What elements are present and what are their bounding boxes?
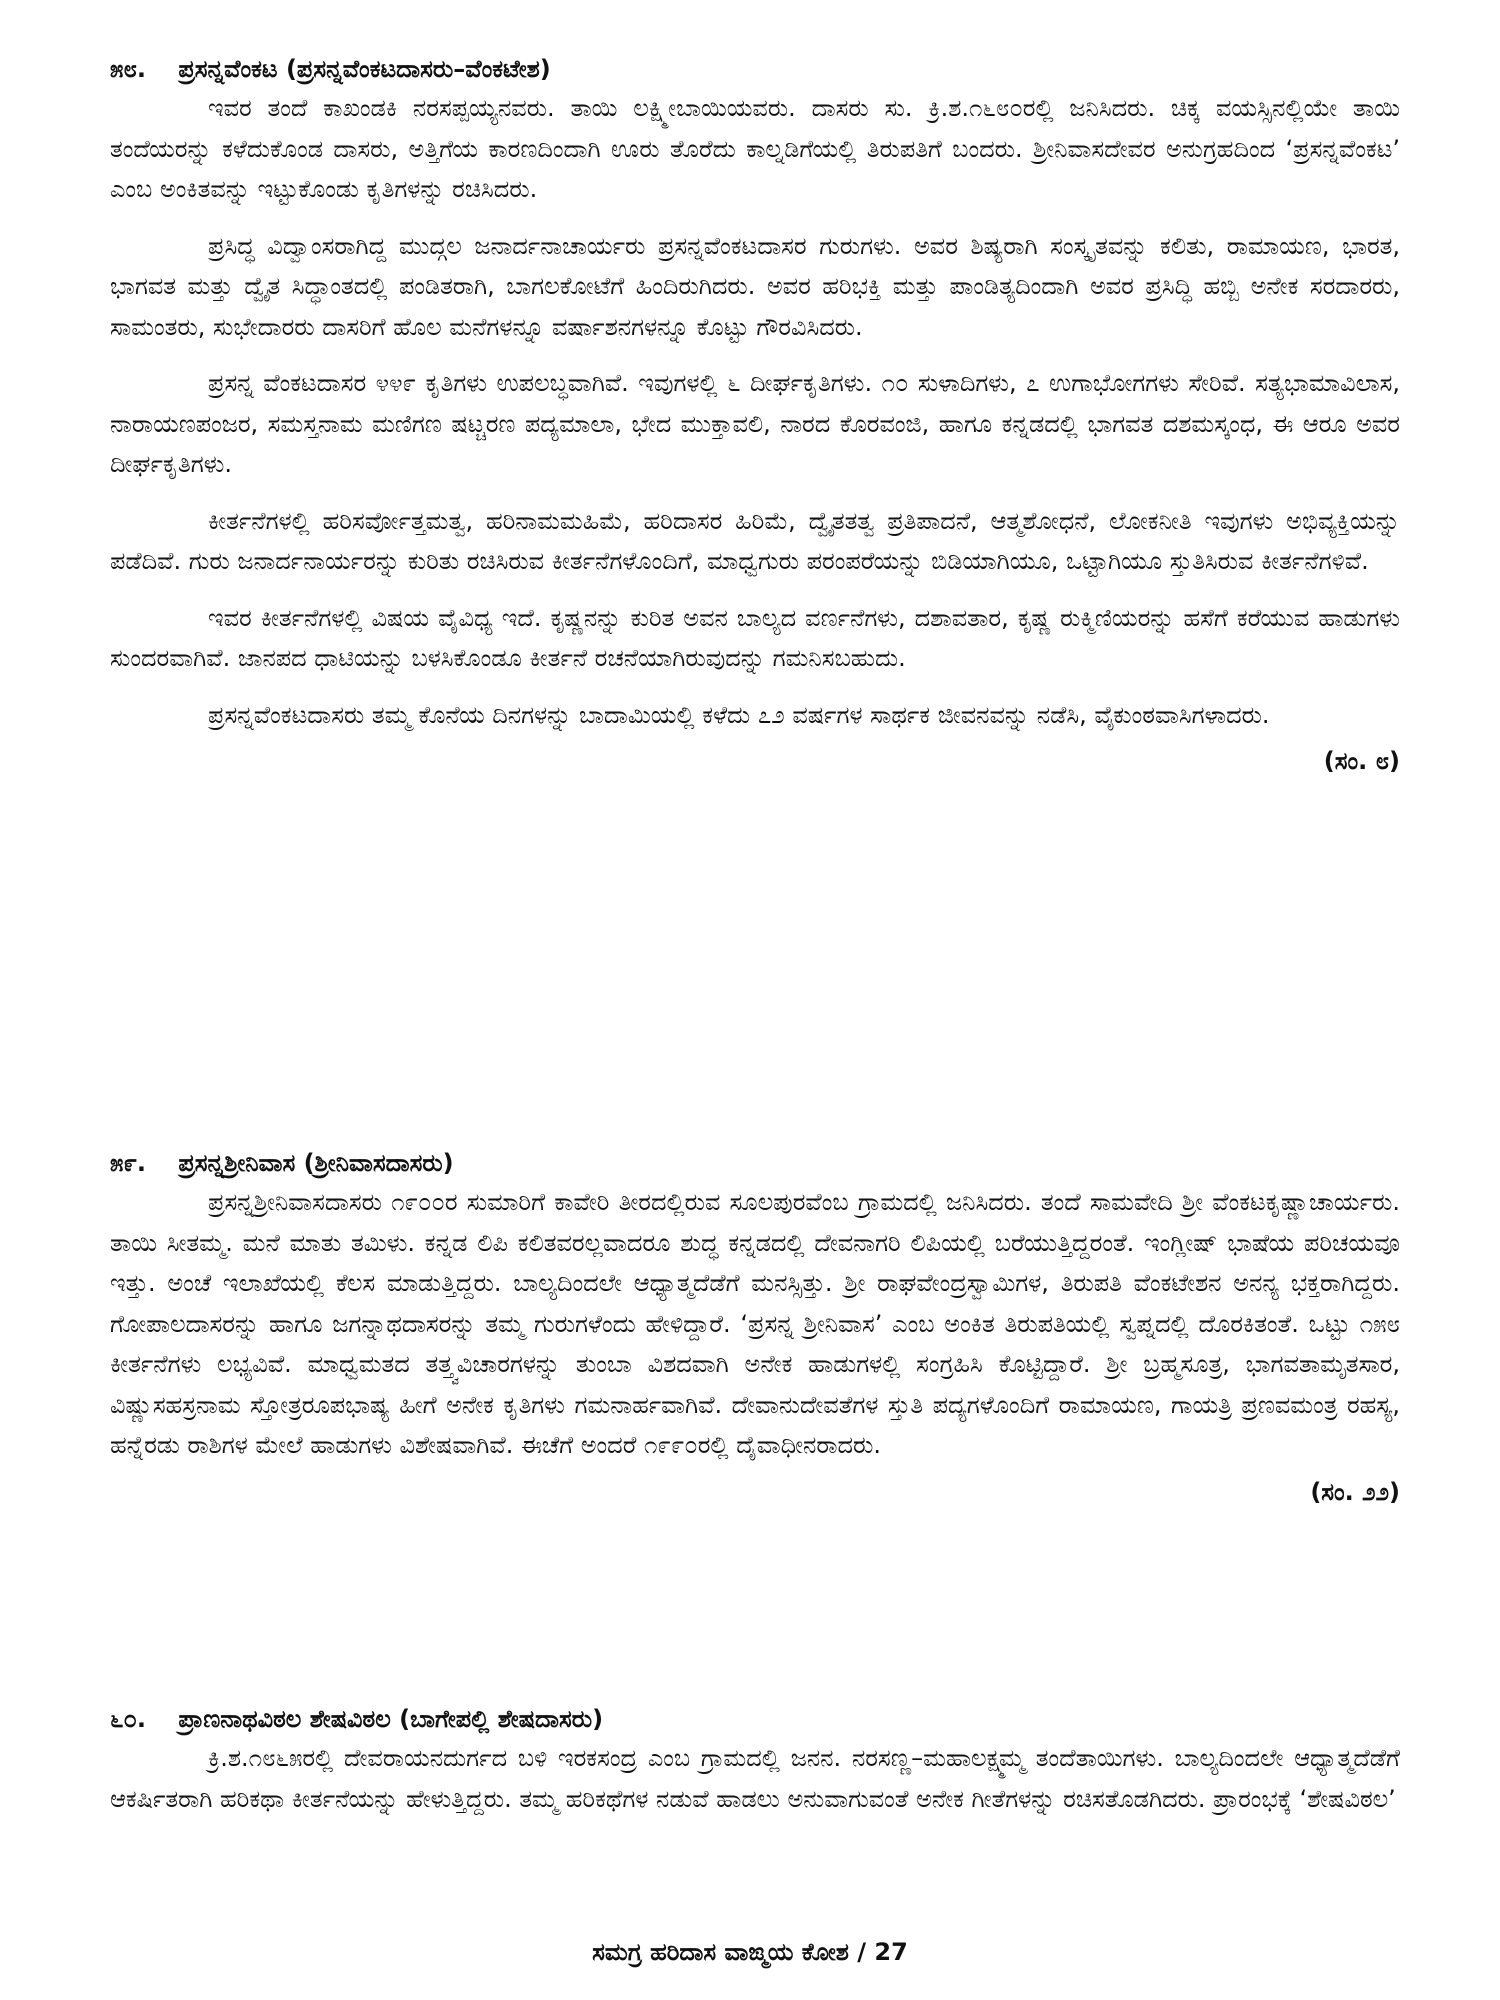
entry-title: ಪ್ರಸನ್ನಶ್ರೀನಿವಾಸ (ಶ್ರೀನಿವಾಸದಾಸರು): [178, 1149, 454, 1177]
footer-separator: /: [857, 1938, 867, 1966]
entry-number: ೫೯.: [110, 1149, 146, 1177]
entry-number: ೬೦.: [110, 1705, 146, 1733]
contributor-ref: (ಸಂ. ೮): [1323, 747, 1400, 775]
entry-title: ಪ್ರಸನ್ನವೆಂಕಟ (ಪ್ರಸನ್ನವೆಂಕಟದಾಸರು–ವೆಂಕಟೇಶ): [178, 55, 551, 83]
entry-number: ೫೮.: [110, 55, 146, 83]
entry-heading: [110, 50, 1400, 88]
paragraph: ಇವರ ಕೀರ್ತನೆಗಳಲ್ಲಿ ವಿಷಯ ವೈವಿಧ್ಯ ಇದೆ. ಕೃಷ್ಣನನ್ನು ಕುರಿತ ಅವನ ಬಾಲ್ಯದ ವರ್ಣನೆಗಳು, ದಶಾವತಾರ, ಕೃಷ್ಣ ರುಕ್ಮಿಣಿಯರನ್ನು ಹಸೆಗೆ ಕರೆಯುವ ಹಾಡುಗಳು ಸುಂದರವಾಗಿವೆ. ಜಾನಪದ ಧಾಟಿಯನ್ನು ಬಳಸಿಕೊಂಡೂ ಕೀರ್ತನೆ ರಚನೆಯಾಗಿರುವುದನ್ನು ಗಮನಿಸಬಹುದು.: [110, 603, 1400, 672]
paragraph: ಪ್ರಸನ್ನವೆಂಕಟದಾಸರು ತಮ್ಮ ಕೊನೆಯ ದಿನಗಳನ್ನು ಬಾದಾಮಿಯಲ್ಲಿ ಕಳೆದು ೭೨ ವರ್ಷಗಳ ಸಾರ್ಥಕ ಜೀವನವನ್ನು ನಡೆಸಿ, ವೈಕುಂಠವಾಸಿಗಳಾದರು.: [208, 700, 1270, 729]
entry-title: ಪ್ರಾಣನಾಥವಿಠಲ ಶೇಷವಿಠಲ (ಬಾಗೇಪಲ್ಲಿ ಶೇಷದಾಸರು): [178, 1705, 604, 1733]
book-title: ಸಮಗ್ರ ಹರಿದಾಸ ವಾಙ್ಮಯ ಕೋಶ: [592, 1938, 849, 1966]
entry-60: [110, 1700, 1400, 1825]
paragraph: ಕ್ರಿ.ಶ.೧೮೬೫ರಲ್ಲಿ ದೇವರಾಯನದುರ್ಗದ ಬಳಿ ಇರಕಸಂದ್ರ ಎಂಬ ಗ್ರಾಮದಲ್ಲಿ ಜನನ. ನರಸಣ್ಣ–ಮಹಾಲಕ್ಷ್ಮಮ್ಮ ತಂದೆತಾಯಿಗಳು. ಬಾಲ್ಯದಿಂದಲೇ ಆಧ್ಯಾತ್ಮದೆಡೆಗೆ ಆಕರ್ಷಿತರಾಗಿ ಹರಿಕಥಾ ಕೀರ್ತನೆಯನ್ನು ಹೇಳುತ್ತಿದ್ದರು. ತಮ್ಮ ಹರಿಕಥೆಗಳ ನಡುವೆ ಹಾಡಲು ಅನುವಾಗುವಂತೆ ಅನೇಕ ಗೀತೆಗಳನ್ನು ರಚಿಸತೊಡಗಿದರು. ಪ್ರಾರಂಭಕ್ಕೆ ‘ಶೇಷವಿಠಲ’: [110, 1744, 1400, 1813]
contributor-ref: (ಸಂ. ೨೨): [1310, 1477, 1400, 1506]
paragraph: ಪ್ರಸನ್ನ ವೆಂಕಟದಾಸರ ೪೪೯ ಕೃತಿಗಳು ಉಪಲಬ್ಧವಾಗಿವೆ. ಇವುಗಳಲ್ಲಿ ೬ ದೀರ್ಘಕೃತಿಗಳು. ೧೦ ಸುಳಾದಿಗಳು, ೭ ಉಗಾಭೋಗಗಳು ಸೇರಿವೆ. ಸತ್ಯಭಾಮಾವಿಲಾಸ, ನಾರಾಯಣಪಂಜರ, ಸಮಸ್ತನಾಮ ಮಣಿಗಣ ಷಟ್ಚರಣ ಪದ್ಯಮಾಲಾ, ಭೇದ ಮುಕ್ತಾವಲಿ, ನಾರದ ಕೊರವಂಜಿ, ಹಾಗೂ ಕನ್ನಡದಲ್ಲಿ ಭಾಗವತ ದಶಮಸ್ಕಂಧ, ಈ ಆರೂ ಅವರ ದೀರ್ಘಕೃತಿಗಳು.: [110, 369, 1400, 478]
entry-heading: [110, 1700, 1400, 1738]
entry-58: [110, 50, 1400, 793]
entry-59: [110, 1144, 1400, 1524]
page-footer: [0, 1936, 1500, 1968]
page-number: 27: [874, 1938, 908, 1966]
paragraph: ಕೀರ್ತನೆಗಳಲ್ಲಿ ಹರಿಸರ್ವೋತ್ತಮತ್ವ, ಹರಿನಾಮಮಹಿಮೆ, ಹರಿದಾಸರ ಹಿರಿಮೆ, ದ್ವೈತತತ್ವ ಪ್ರತಿಪಾದನೆ, ಆತ್ಮಶೋಧನೆ, ಲೋಕನೀತಿ ಇವುಗಳು ಅಭಿವ್ಯಕ್ತಿಯನ್ನು ಪಡೆದಿವೆ. ಗುರು ಜನಾರ್ದನಾರ್ಯರನ್ನು ಕುರಿತು ರಚಿಸಿರುವ ಕೀರ್ತನೆಗಳೊಂದಿಗೆ, ಮಾಧ್ವಗುರು ಪರಂಪರೆಯನ್ನು ಬಿಡಿಯಾಗಿಯೂ, ಒಟ್ಟಾಗಿಯೂ ಸ್ತುತಿಸಿರುವ ಕೀರ್ತನೆಗಳಿವೆ.: [110, 506, 1400, 575]
paragraph: ಇವರ ತಂದೆ ಕಾಖಂಡಕಿ ನರಸಪ್ಪಯ್ಯನವರು. ತಾಯಿ ಲಕ್ಷ್ಮೀಬಾಯಿಯವರು. ದಾಸರು ಸು. ಕ್ರಿ.ಶ.೧೬೮೦ರಲ್ಲಿ ಜನಿಸಿದರು. ಚಿಕ್ಕ ವಯಸ್ಸಿನಲ್ಲಿಯೇ ತಾಯಿ ತಂದೆಯರನ್ನು ಕಳೆದುಕೊಂಡ ದಾಸರು, ಅತ್ತಿಗೆಯ ಕಾರಣದಿಂದಾಗಿ ಊರು ತೊರೆದು ಕಾಲ್ನಡಿಗೆಯಲ್ಲಿ ತಿರುಪತಿಗೆ ಬಂದರು. ಶ್ರೀನಿವಾಸದೇವರ ಅನುಗ್ರಹದಿಂದ ‘ಪ್ರಸನ್ನವೆಂಕಟ’ ಎಂಬ ಅಂಕಿತವನ್ನು ಇಟ್ಟುಕೊಂಡು ಕೃತಿಗಳನ್ನು ರಚಿಸಿದರು.: [110, 94, 1400, 203]
paragraph: ಪ್ರಸಿದ್ಧ ವಿದ್ವಾಂಸರಾಗಿದ್ದ ಮುದ್ಗಲ ಜನಾರ್ದನಾಚಾರ್ಯರು ಪ್ರಸನ್ನವೆಂಕಟದಾಸರ ಗುರುಗಳು. ಅವರ ಶಿಷ್ಯರಾಗಿ ಸಂಸ್ಕೃತವನ್ನು ಕಲಿತು, ರಾಮಾಯಣ, ಭಾರತ, ಭಾಗವತ ಮತ್ತು ದ್ವೈತ ಸಿದ್ಧಾಂತದಲ್ಲಿ ಪಂಡಿತರಾಗಿ, ಬಾಗಲಕೋಟೆಗೆ ಹಿಂದಿರುಗಿದರು. ಅವರ ಹರಿಭಕ್ತಿ ಮತ್ತು ಪಾಂಡಿತ್ಯದಿಂದಾಗಿ ಅವರ ಪ್ರಸಿದ್ಧಿ ಹಬ್ಬಿ ಅನೇಕ ಸರದಾರರು, ಸಾಮಂತರು, ಸುಭೇದಾರರು ದಾಸರಿಗೆ ಹೊಲ ಮನೆಗಳನ್ನೂ ವರ್ಷಾಶನಗಳನ್ನೂ ಕೊಟ್ಟು ಗೌರವಿಸಿದರು.: [110, 231, 1400, 341]
paragraph: ಪ್ರಸನ್ನಶ್ರೀನಿವಾಸದಾಸರು ೧೯೦೦ರ ಸುಮಾರಿಗೆ ಕಾವೇರಿ ತೀರದಲ್ಲಿರುವ ಸೂಲಪುರವೆಂಬ ಗ್ರಾಮದಲ್ಲಿ ಜನಿಸಿದರು. ತಂದೆ ಸಾಮವೇದಿ ಶ್ರೀ ವೆಂಕಟಕೃಷ್ಣಾಚಾರ್ಯರು. ತಾಯಿ ಸೀತಮ್ಮ. ಮನೆ ಮಾತು ತಮಿಳು. ಕನ್ನಡ ಲಿಪಿ ಕಲಿತವರಲ್ಲವಾದರೂ ಶುದ್ಧ ಕನ್ನಡದಲ್ಲಿ ದೇವನಾಗರಿ ಲಿಪಿಯಲ್ಲಿ ಬರೆಯುತ್ತಿದ್ದರಂತೆ. ಇಂಗ್ಲೀಷ್ ಭಾಷೆಯ ಪರಿಚಯವೂ ಇತ್ತು. ಅಂಚೆ ಇಲಾಖೆಯಲ್ಲಿ ಕೆಲಸ ಮಾಡುತ್ತಿದ್ದರು. ಬಾಲ್ಯದಿಂದಲೇ ಆಧ್ಯಾತ್ಮದೆಡೆಗೆ ಮನಸ್ಸಿತ್ತು. ಶ್ರೀ ರಾಘವೇಂದ್ರಸ್ವಾಮಿಗಳ, ತಿರುಪತಿ ವೆಂಕಟೇಶನ ಅನನ್ಯ ಭಕ್ತರಾಗಿದ್ದರು. ಗೋಪಾಲದಾಸರನ್ನು ಹಾಗೂ ಜಗನ್ನಾಥದಾಸರನ್ನು ತಮ್ಮ ಗುರುಗಳೆಂದು ಹೇಳಿದ್ದಾರೆ. ‘ಪ್ರಸನ್ನ ಶ್ರೀನಿವಾಸ’ ಎಂಬ ಅಂಕಿತ ತಿರುಪತಿಯಲ್ಲಿ ಸ್ವಪ್ನದಲ್ಲಿ ದೊರಕಿತಂತೆ. ಒಟ್ಟು ೧೫೮ ಕೀರ್ತನೆಗಳು ಲಭ್ಯವಿವೆ. ಮಾಧ್ವಮತದ ತತ್ತ್ವವಿಚಾರಗಳನ್ನು ತುಂಬಾ ವಿಶದವಾಗಿ ಅನೇಕ ಹಾಡುಗಳಲ್ಲಿ ಸಂಗ್ರಹಿಸಿ ಕೊಟ್ಟಿದ್ದಾರೆ. ಶ್ರೀ ಬ್ರಹ್ಮಸೂತ್ರ, ಭಾಗವತಾಮೃತಸಾರ, ವಿಷ್ಣುಸಹಸ್ರನಾಮ ಸ್ತೋತ್ರರೂಪಭಾಷ್ಯ ಹೀಗೆ ಅನೇಕ ಕೃತಿಗಳು ಗಮನಾರ್ಹವಾಗಿವೆ. ದೇವಾನುದೇವತೆಗಳ ಸ್ತುತಿ ಪದ್ಯಗಳೊಂದಿಗೆ ರಾಮಾಯಣ, ಗಾಯತ್ರಿ ಪ್ರಣವಮಂತ್ರ ರಹಸ್ಯ, ಹನ್ನೆರಡು ರಾಶಿಗಳ ಮೇಲೆ ಹಾಡುಗಳು ವಿಶೇಷವಾಗಿವೆ. ಈಚೆಗೆ ಅಂದರೆ ೧೯೯೦ರಲ್ಲಿ ದೈವಾಧೀನರಾದರು.: [110, 1188, 1400, 1459]
entry-heading: [110, 1144, 1400, 1182]
